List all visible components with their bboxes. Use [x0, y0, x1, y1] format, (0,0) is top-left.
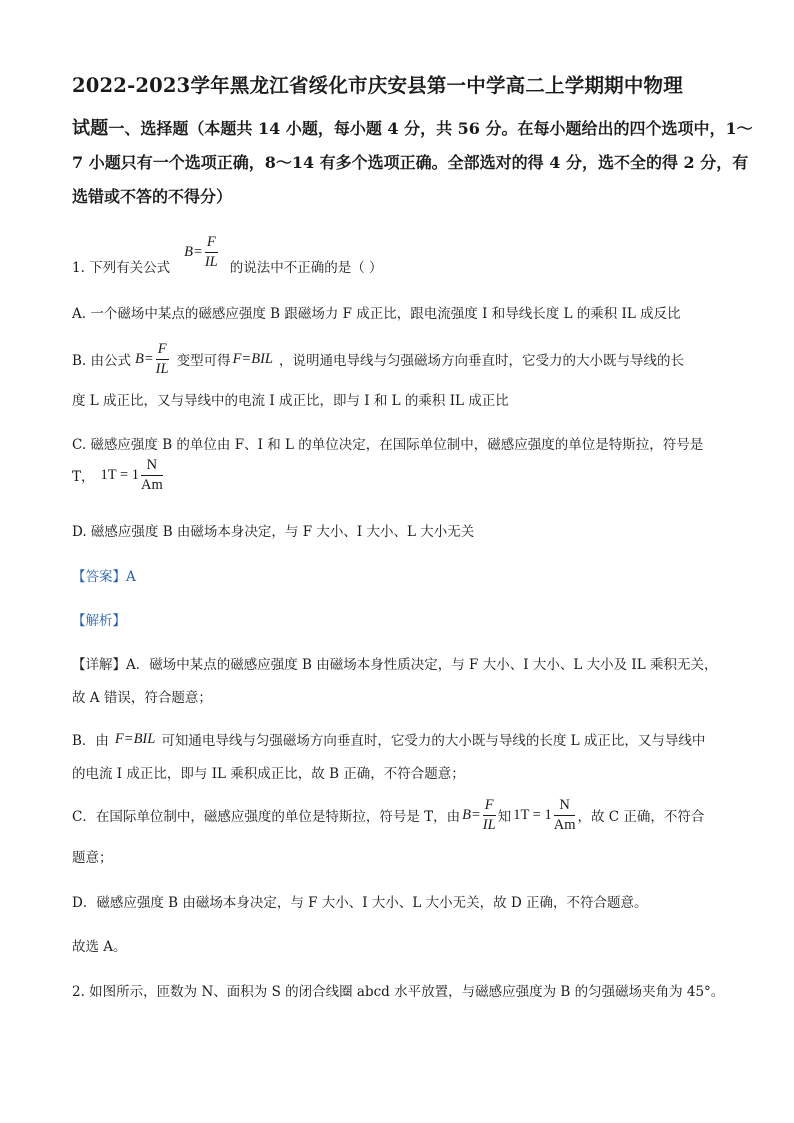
- formula-b-eq: B=: [135, 350, 154, 367]
- fraction-f-over-il: [483, 798, 496, 832]
- fraction-den: IL: [204, 253, 218, 270]
- q1-stem: [72, 228, 383, 276]
- formula-f-bil: F=BIL: [114, 730, 156, 747]
- detail-d: D．磁感应强度 B 由磁场本身决定，与 F 大小、I 大小、L 大小无关，故 D 正确，不符合题意。: [72, 895, 648, 911]
- detail-c-mid: 知: [497, 809, 512, 825]
- q1-stem-prefix: 1. 下列有关公式: [72, 260, 171, 276]
- section-header-line2: 7 小题只有一个选项正确，8～14 有多个选项正确。全部选对的得 4 分，选不全的得 2 分，有: [72, 153, 749, 172]
- unit-lhs: 1T = 1: [100, 466, 140, 483]
- detail-b-prefix: B．由: [72, 733, 109, 749]
- fraction-n-over-am: [554, 798, 576, 832]
- detail-c-line1: [72, 798, 704, 832]
- q1-option-b-prefix: B. 由公式: [72, 353, 132, 369]
- detail-b-line1: [72, 729, 705, 749]
- detail-a-line1: 【详解】A．磁场中某点的磁感应强度 B 由磁场本身性质决定，与 F 大小、I 大小、L 大小及 IL 乘积无关，: [72, 657, 718, 673]
- page-title-suffix: 试题: [72, 118, 109, 139]
- fraction-f-over-il: [156, 342, 169, 376]
- fraction-den: Am: [141, 476, 163, 493]
- analysis-label: 【解析】: [72, 613, 126, 629]
- q1-option-b: [72, 342, 684, 376]
- fraction-num: F: [483, 798, 496, 816]
- fraction-num: F: [205, 235, 218, 253]
- formula-b-eq: B=: [184, 243, 203, 260]
- detail-c-suffix: ，故 C 正确，不符合: [577, 809, 705, 825]
- q1-option-b-suffix: ，说明通电导线与匀强磁场方向垂直时，它受力的大小既与导线的长: [278, 353, 684, 369]
- detail-a-line2: 故 A 错误，符合题意；: [72, 690, 212, 706]
- formula-b-eq: B=: [462, 806, 481, 823]
- fraction-f-over-il: [205, 235, 218, 269]
- conclusion: 故选 A。: [72, 939, 127, 955]
- section-header: 一、选择题（本题共 14 小题，每小题 4 分，共 56 分。在每小题给出的四个选项中，1～: [108, 119, 753, 138]
- fraction-num: N: [141, 458, 163, 476]
- q1-option-c-prefix: T，: [72, 469, 95, 485]
- q1-option-b-mid: 变型可得: [176, 353, 231, 369]
- detail-c-prefix: C．在国际单位制中，磁感应强度的单位是特斯拉，符号是 T，由: [72, 809, 461, 825]
- formula-f-bil: F=BIL: [232, 350, 273, 367]
- detail-c-line2: 题意；: [72, 850, 113, 866]
- fraction-den: IL: [155, 360, 169, 377]
- section-header-line3: 选错或不答的不得分）: [72, 187, 233, 206]
- detail-b-suffix: 可知通电导线与匀强磁场方向垂直时，它受力的大小既与导线的长度 L 成正比，又与导线中: [161, 733, 706, 749]
- q1-option-b-line2: 度 L 成正比，又与导线中的电流 I 成正比，即与 I 和 L 的乘积 IL 成正比: [72, 393, 509, 409]
- fraction-num: F: [156, 342, 169, 360]
- fraction-n-over-am: [141, 458, 163, 492]
- page-title: 2022-2023学年黑龙江省绥化市庆安县第一中学高二上学期期中物理: [72, 74, 683, 97]
- unit-lhs: 1T = 1: [513, 806, 552, 823]
- answer-label: 【答案】A: [72, 569, 136, 585]
- q1-option-a: A. 一个磁场中某点的磁感应强度 B 跟磁场力 F 成正比，跟电流强度 I 和导线长度 L 的乘积 IL 成反比: [72, 306, 681, 322]
- q1-option-c: C. 磁感应强度 B 的单位由 F、I 和 L 的单位决定，在国际单位制中，磁感应强度的单位是特斯拉，符号是: [72, 437, 704, 453]
- q1-stem-suffix: 的说法中不正确的是（ ）: [229, 260, 383, 276]
- q1-option-d: D. 磁感应强度 B 由磁场本身决定，与 F 大小、I 大小、L 大小无关: [72, 524, 475, 540]
- detail-b-line2: 的电流 I 成正比，即与 IL 乘积成正比，故 B 正确，不符合题意；: [72, 766, 465, 782]
- fraction-den: IL: [482, 816, 496, 833]
- section-header-line1: [72, 114, 753, 140]
- q1-option-c-line2: [72, 458, 165, 492]
- q2-stem: 2. 如图所示，匝数为 N、面积为 S 的闭合线圈 abcd 水平放置，与磁感应强度为 B 的匀强磁场夹角为 45°。: [72, 984, 725, 1000]
- fraction-den: Am: [553, 816, 576, 833]
- fraction-num: N: [554, 798, 576, 816]
